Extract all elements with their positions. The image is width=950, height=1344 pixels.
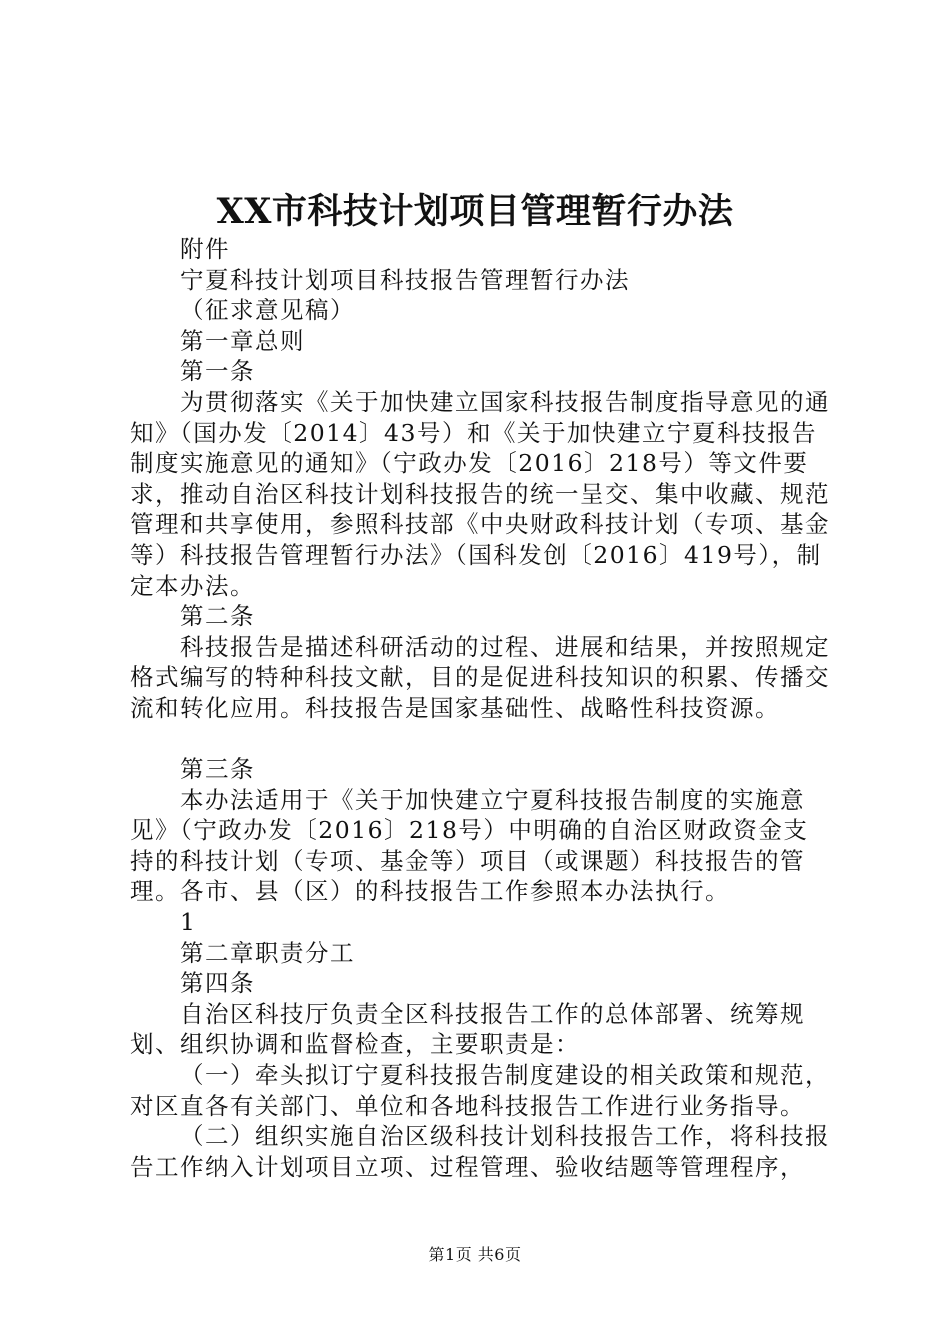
document-title: XX市科技计划项目管理暂行办法 (216, 191, 734, 232)
page-footer: 第1页 共6页 (428, 1245, 522, 1264)
article-paragraph: 科技报告是描述科研活动的过程、进展和结果，并按照规定格式编写的特种科技文献，目的是促进科技知识的积累、传播交流和转化应用。科技报告是国家基础性、战略性科技资源。 (130, 632, 830, 722)
list-item: （二）组织实施自治区级科技计划科技报告工作，将科技报告工作纳入计划项目立项、过程管理、验收结题等管理程序， (130, 1122, 830, 1181)
article-paragraph: 为贯彻落实《关于加快建立国家科技报告制度指导意见的通知》（国办发〔2014〕43号）和《关于加快建立宁夏科技报告制度实施意见的通知》（宁政办发〔2016〕218号）等文件要求，推动自治区科技计划科技报告的统一呈交、集中收藏、规范管理和共享使用，参照科技部《中央财政科技计划（专项、基金等）科技报告管理暂行办法》（国科发创〔2016〕419号），制定本办法。 (130, 387, 830, 600)
article-heading: 第三条 (180, 755, 255, 784)
article-heading: 第二条 (180, 602, 255, 631)
article-paragraph: 本办法适用于《关于加快建立宁夏科技报告制度的实施意见》（宁政办发〔2016〕218号）中明确的自治区财政资金支持的科技计划（专项、基金等）项目（或课题）科技报告的管理。各市、县（区）的科技报告工作参照本办法执行。 (130, 785, 809, 906)
subtitle: 宁夏科技计划项目科技报告管理暂行办法 (180, 265, 630, 294)
chapter-heading: 第二章职责分工 (180, 938, 355, 967)
chapter-heading: 第一章总则 (180, 326, 305, 355)
draft-note: （征求意见稿） (180, 296, 355, 325)
article-paragraph: 自治区科技厅负责全区科技报告工作的总体部署、统筹规划、组织协调和监督检查，主要职责是： (130, 999, 805, 1059)
inline-page-number: 1 (180, 908, 197, 937)
article-heading: 第一条 (180, 357, 255, 386)
document-body (130, 234, 832, 1182)
article-heading: 第四条 (180, 969, 255, 998)
list-item: （一）牵头拟订宁夏科技报告制度建设的相关政策和规范，对区直各有关部门、单位和各地科技报告工作进行业务指导。 (130, 1061, 830, 1120)
attachment-label: 附件 (180, 235, 230, 263)
